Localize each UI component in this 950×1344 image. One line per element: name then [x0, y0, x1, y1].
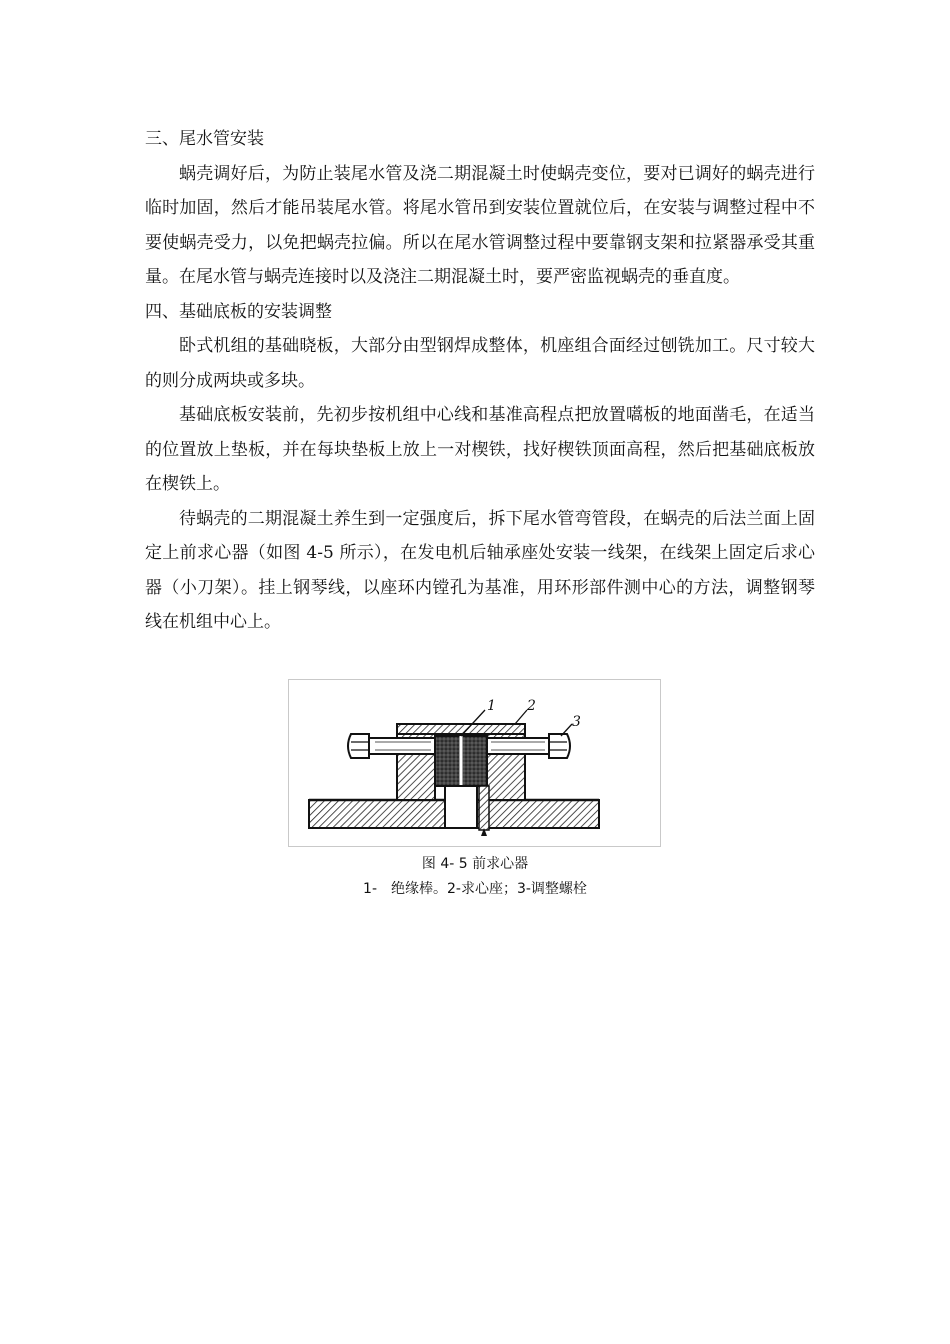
paragraph: 待蜗壳的二期混凝土养生到一定强度后，拆下尾水管弯管段，在蜗壳的后法兰面上固定上前求心器（如图 4-5 所示），在发电机后轴承座处安装一线架，在线架上固定后求心器（小刀架）。挂上钢琴线，以座环内镗孔为基准，用环形部件测中心的方法，调整钢琴线在机组中心上。 — [145, 508, 815, 632]
centering-seat-right — [487, 724, 525, 800]
adjusting-bolt-right — [487, 738, 549, 754]
adjusting-bolt-left — [369, 738, 435, 754]
centering-seat-left — [397, 724, 435, 800]
bore — [445, 786, 477, 828]
centering-device-drawing — [289, 680, 660, 846]
body-text — [145, 122, 815, 640]
figure-legend: 1- 绝缘棒。2-求心座；3-调整螺栓 — [363, 881, 587, 897]
figure-label-1: 1 — [487, 698, 496, 714]
bolt-head-right — [549, 734, 570, 758]
paragraph: 蜗壳调好后，为防止装尾水管及浇二期混凝土时使蜗壳变位，要对已调好的蜗壳进行临时加固，然后才能吊装尾水管。将尾水管吊到安装位置就位后，在安装与调整过程中不要使蜗壳受力，以免把蜗壳拉偏。所以在尾水管调整过程中要靠钢支架和拉紧器承受其重量。在尾水管与蜗壳连接时以及浇注二期混凝土时，要严密监视蜗壳的垂直度。 — [145, 163, 815, 287]
figure-front-centering-device — [288, 679, 661, 847]
figure-label-3: 3 — [572, 714, 581, 730]
paragraph: 卧式机组的基础晓板，大部分由型钢焊成整体，机座组合面经过刨铣加工。尺寸较大的则分成两块或多块。 — [145, 336, 815, 391]
figure-caption: 图 4- 5 前求心器 — [421, 856, 529, 872]
paragraph: 基础底板安装前，先初步按机组中心线和基准高程点把放置嚆板的地面凿毛，在适当的位置放上垫板，并在每块垫板上放上一对楔铁，找好楔铁顶面高程，然后把基础底板放在楔铁上。 — [145, 405, 815, 494]
section-heading-3: 三、尾水管安装 — [145, 129, 264, 149]
bolt-head-left — [348, 734, 369, 758]
section-heading-4: 四、基础底板的安装调整 — [145, 301, 332, 322]
figure-label-2: 2 — [527, 698, 536, 714]
